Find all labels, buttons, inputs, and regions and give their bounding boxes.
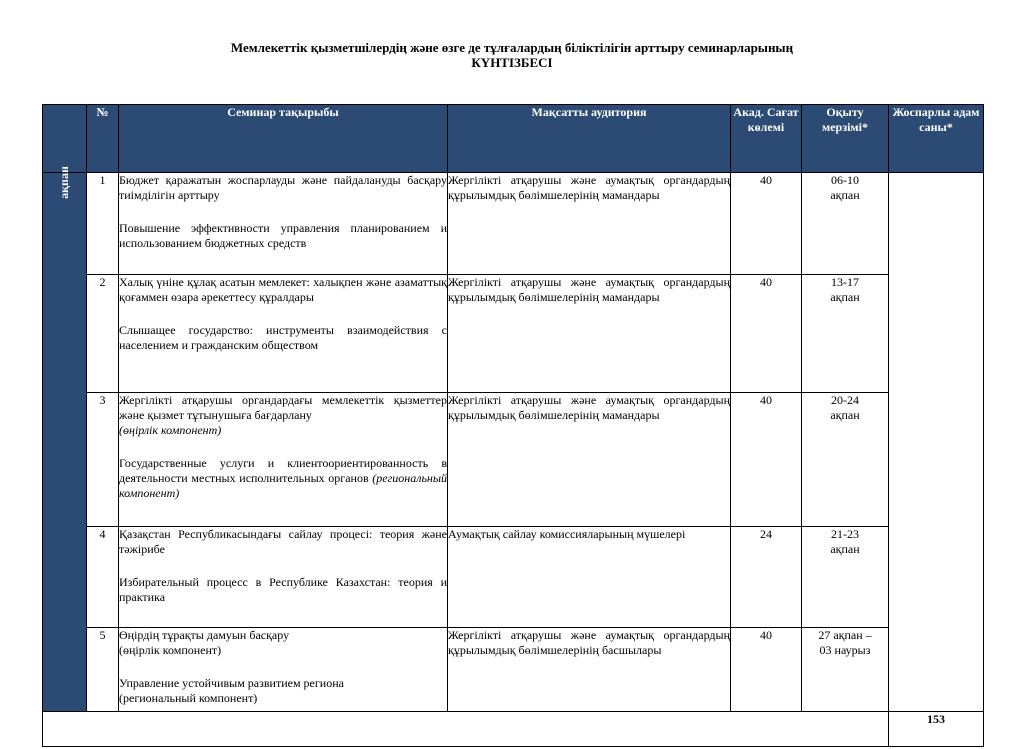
planned-count-cell [889, 173, 984, 712]
topic-ru-note: (региональный компонент) [119, 471, 447, 500]
header-topic: Семинар тақырыбы [119, 105, 448, 173]
topic-kz: Бюджет қаражатын жоспарлауды және пайдалануды басқару тиімділігін арттыру [119, 173, 447, 202]
seminar-topic [119, 173, 448, 275]
academic-hours: 40 [731, 275, 802, 393]
target-audience: Жергілікті атқарушы және аумақтық органдардың құрылымдық бөлімшелерінің мамандары [448, 173, 731, 275]
total-row-spacer [43, 712, 889, 747]
topic-ru: Избирательный процесс в Республике Казахстан: теория и практика [119, 575, 447, 604]
topic-kz: Қазақстан Республикасындағы сайлау процесі: теория және тәжірибе [119, 527, 447, 556]
table-row [43, 628, 984, 712]
period-month: ақпан [830, 542, 860, 556]
document-subtitle: КҮНТІЗБЕСІ [471, 55, 553, 70]
header-hours: Акад. Сағат көлемі [731, 105, 802, 173]
topic-kz-note: (өңірлік компонент) [119, 423, 222, 437]
seminar-schedule-table [42, 104, 984, 747]
table-row [43, 173, 984, 275]
academic-hours: 40 [731, 628, 802, 712]
row-number: 5 [87, 628, 119, 712]
academic-hours: 24 [731, 527, 802, 628]
academic-hours: 40 [731, 393, 802, 527]
header-row [43, 105, 984, 173]
target-audience: Жергілікті атқарушы және аумақтық органдардың құрылымдық бөлімшелерінің басшылары [448, 628, 731, 712]
seminar-topic [119, 393, 448, 527]
topic-kz: Халық үніне құлақ асатын мемлекет: халықпен және азаматтық қоғаммен өзара әрекеттесу құралдары [119, 275, 447, 304]
period-dates: 21-23 [831, 527, 859, 541]
document-title: Мемлекеттік қызметшілердің және өзге де тұлғалардың біліктілігін арттыру семинарларының [230, 40, 794, 55]
topic-kz: Өңірдің тұрақты дамуын басқару [119, 628, 290, 642]
total-row [43, 712, 984, 747]
month-cell [43, 166, 87, 712]
period-month: ақпан [830, 188, 860, 202]
period-month: ақпан [830, 408, 860, 422]
period-month: 03 наурыз [819, 643, 871, 657]
topic-kz-note: (өңірлік компонент) [119, 643, 222, 657]
seminar-topic [119, 628, 448, 712]
training-period [802, 173, 889, 275]
month-label: ақпан [57, 166, 71, 199]
training-period [802, 393, 889, 527]
table-row [43, 527, 984, 628]
target-audience: Аумақтық сайлау комиссияларының мүшелері [448, 527, 731, 628]
target-audience: Жергілікті атқарушы және аумақтық органдардың құрылымдық бөлімшелерінің мамандары [448, 275, 731, 393]
header-period: Оқыту мерзімі* [802, 105, 889, 173]
header-number: № [87, 105, 119, 173]
row-number: 1 [87, 173, 119, 275]
period-dates: 06-10 [831, 173, 859, 187]
row-number: 3 [87, 393, 119, 527]
target-audience: Жергілікті атқарушы және аумақтық органдардың құрылымдық бөлімшелерінің мамандары [448, 393, 731, 527]
training-period [802, 275, 889, 393]
period-dates: 20-24 [831, 393, 859, 407]
total-planned: 153 [889, 712, 984, 747]
topic-ru: Управление устойчивым развитием региона [119, 676, 344, 690]
topic-ru-note: (региональный компонент) [119, 691, 258, 705]
training-period [802, 628, 889, 712]
seminar-topic [119, 275, 448, 393]
row-number: 4 [87, 527, 119, 628]
row-number: 2 [87, 275, 119, 393]
period-dates: 27 ақпан – [818, 628, 872, 642]
header-month-cell [43, 105, 87, 173]
table-row [43, 275, 984, 393]
topic-kz: Жергілікті атқарушы органдардағы мемлекеттік қызметтер және қызмет тұтынушыға бағдарлану [119, 393, 447, 422]
seminar-topic [119, 527, 448, 628]
academic-hours: 40 [731, 173, 802, 275]
period-month: ақпан [830, 290, 860, 304]
header-planned: Жоспарлы адам саны* [889, 105, 984, 173]
topic-ru: Государственные услуги и клиентоориентированность в деятельности местных исполнительных органов [119, 456, 447, 485]
topic-ru: Слышащее государство: инструменты взаимодействия с населением и гражданским обществом [119, 323, 447, 352]
training-period [802, 527, 889, 628]
header-audience: Мақсатты аудитория [448, 105, 731, 173]
table-row [43, 393, 984, 527]
topic-ru: Повышение эффективности управления планированием и использованием бюджетных средств [119, 221, 447, 250]
period-dates: 13-17 [831, 275, 859, 289]
